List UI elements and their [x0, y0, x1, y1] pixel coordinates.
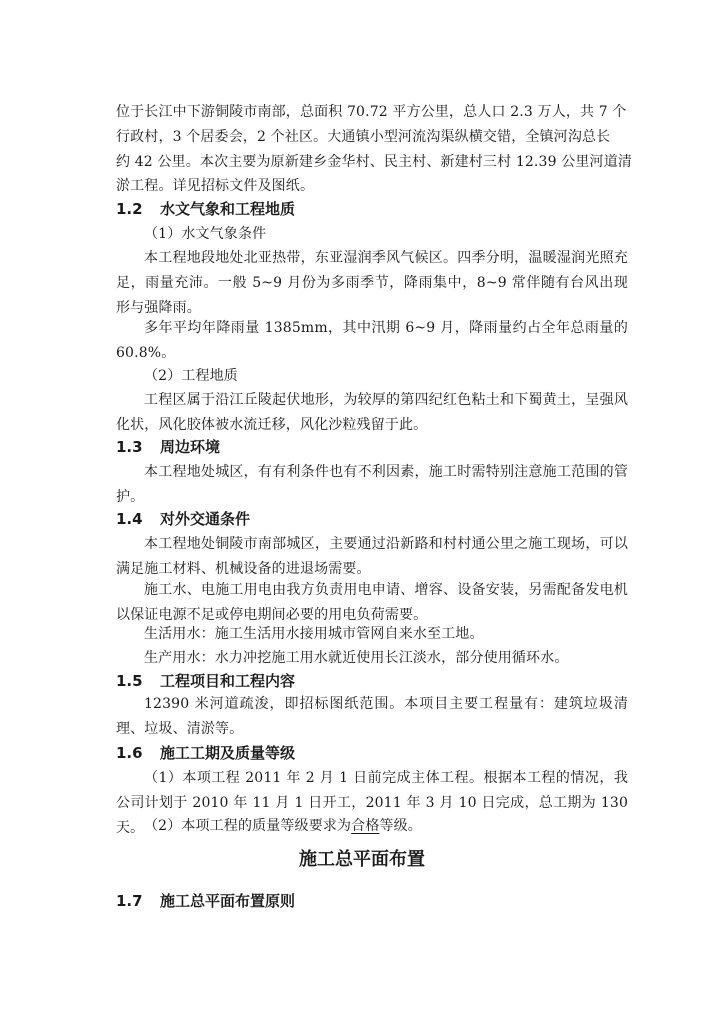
section-title: 水文气象和工程地质	[160, 200, 296, 218]
section-title: 对外交通条件	[160, 510, 251, 528]
section-heading-1-3	[116, 436, 628, 458]
section-title: 施工工期及质量等级	[160, 744, 296, 762]
intro-line: 行政村，3 个居委会，2 个社区。大通镇小型河流沟渠纵横交错，全镇河沟总长	[116, 128, 611, 145]
section-heading-1-5	[116, 670, 628, 692]
paragraph-production-water: 生产用水：水力冲挖施工用水就近使用长江淡水，部分使用循环水。	[144, 650, 569, 666]
quality-grade: 合格	[351, 818, 380, 834]
intro-line: 淤工程。详见招标文件及图纸。	[116, 178, 315, 195]
section-heading-1-6	[116, 742, 628, 764]
quality-text-after: 等级。	[379, 818, 422, 834]
paragraph-surroundings: 本工程地处城区，有有利条件也有不利因素，施工时需特别注意施工范围的管护。	[116, 464, 628, 505]
paragraph-schedule: （1）本项工程 2011 年 2 月 1 日前完成主体工程。根据本工程的情况，我公司计划于 2010 年 11 月 1 日开工，2011 年 3 月 10 日完成，总工期为 130 天。	[116, 770, 628, 836]
section-title: 施工总平面布置原则	[160, 892, 296, 910]
intro-paragraph	[116, 100, 632, 199]
section-number: 1.6	[116, 744, 143, 762]
quality-text-before: （2）本项工程的质量等级要求为	[144, 818, 352, 834]
intro-line: 位于长江中下游铜陵市南部，总面积 70.72 平方公里，总人口 2.3 万人，共 7 个	[116, 104, 627, 120]
section-number: 1.3	[116, 438, 143, 456]
section-number: 1.4	[116, 510, 143, 528]
paragraph-living-water: 生活用水：施工生活用水接用城市管网自来水至工地。	[144, 626, 484, 642]
paragraph-hydro: 本工程地段地处北亚热带，东亚湿润季风气候区。四季分明，温暖湿润光照充足，雨量充沛。一般 5~9 月份为多雨季节，降雨集中，8~9 常伴随有台风出现形与强降雨。	[116, 250, 628, 316]
chapter-title: 施工总平面布置	[299, 849, 425, 870]
paragraph-quality	[116, 814, 628, 839]
subheading-hydro: （1）水文气象条件	[144, 226, 267, 242]
section-title: 工程项目和工程内容	[160, 672, 296, 690]
section-heading-1-2	[116, 198, 628, 220]
section-number: 1.2	[116, 200, 143, 218]
paragraph-project-content: 12390 米河道疏浚，即招标图纸范围。本项目主要工程量有：建筑垃圾清理、垃圾、清淤等。	[116, 696, 628, 737]
paragraph-geology: 工程区属于沿江丘陵起伏地形，为较厚的第四纪红色粘土和下蜀黄土，呈强风化状，风化胶体被水流迁移，风化沙粒残留于此。	[116, 392, 628, 433]
subheading-geology: （2）工程地质	[144, 368, 238, 384]
section-heading-1-7	[116, 890, 628, 912]
section-title: 周边环境	[160, 438, 221, 456]
intro-line: 约 42 公里。本次主要为原新建乡金华村、民主村、新建村三村 12.39 公里河道清	[116, 153, 632, 170]
paragraph-traffic: 本工程地处铜陵市南部城区，主要通过沿新路和村村通公里之施工现场，可以满足施工材料、机械设备的进退场需要。	[116, 536, 628, 577]
paragraph-power: 施工水、电施工用电由我方负责用电申请、增容、设备安装，另需配备发电机以保证电源不足或停电期间必要的用电负荷需要。	[116, 582, 628, 623]
section-heading-1-4	[116, 508, 628, 530]
paragraph-rainfall: 多年平均年降雨量 1385mm，其中汛期 6~9 月，降雨量约占全年总雨量的 60.8%。	[116, 320, 628, 361]
section-number: 1.7	[116, 892, 143, 910]
section-number: 1.5	[116, 672, 143, 690]
